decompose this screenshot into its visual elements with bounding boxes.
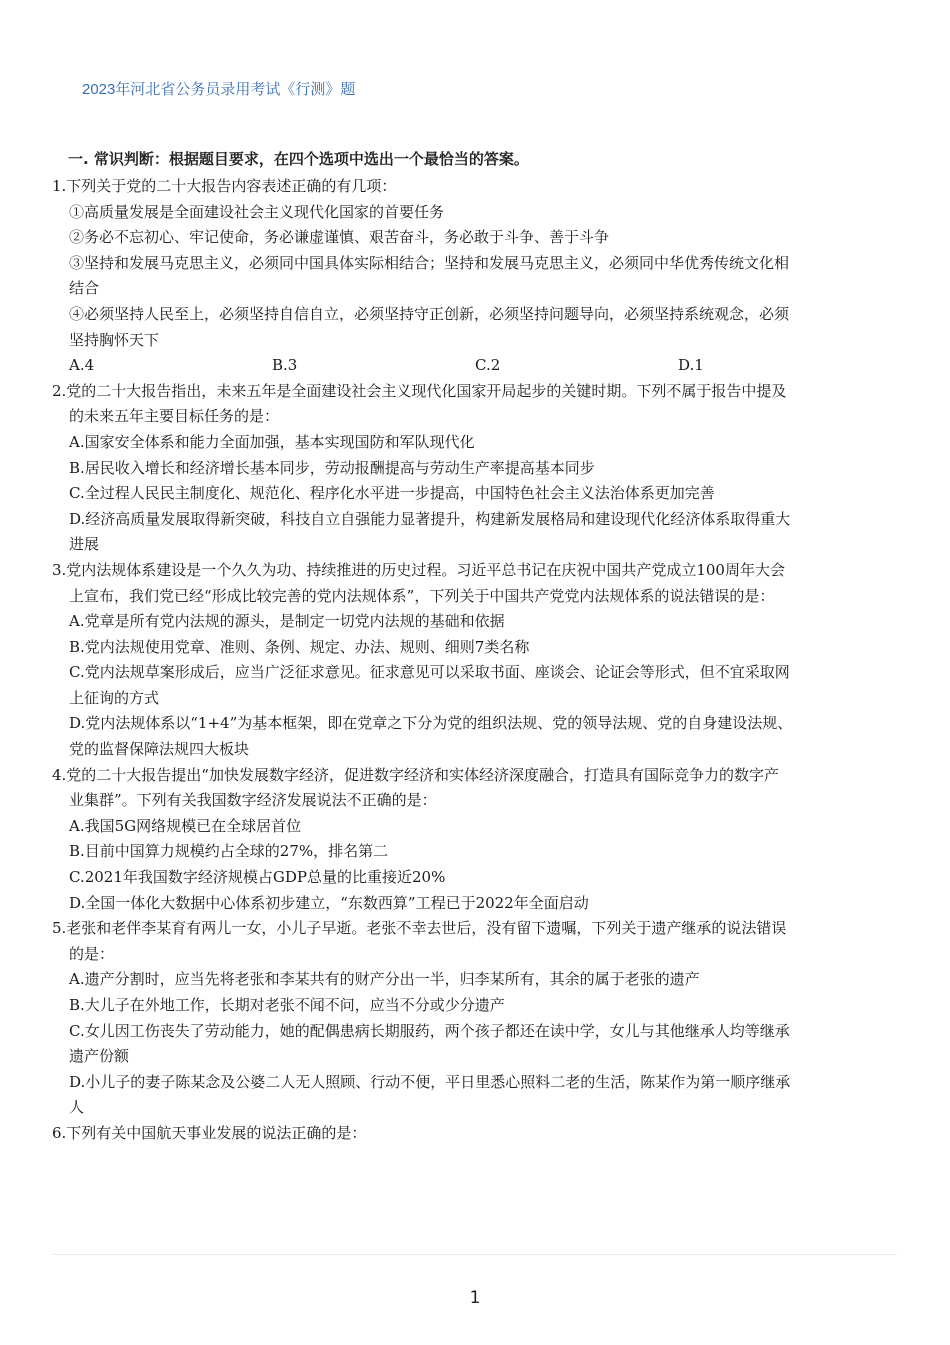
question-1-option-b: B.3: [272, 356, 298, 375]
question-list: [52, 174, 882, 1147]
page-number: 1: [469, 1288, 481, 1308]
question-5-stem-cont: 的是：: [69, 944, 115, 963]
question-3-option-c-cont: 上征询的方式: [69, 688, 160, 707]
question-3-stem-cont: 上宣布，我们党已经“形成比较完善的党内法规体系”，下列关于中国共产党党内法规体系的说法错误的是：: [69, 586, 775, 605]
question-3-option-a: A.党章是所有党内法规的源头，是制定一切党内法规的基础和依据: [69, 612, 505, 631]
question-3-option-c: C.党内法规草案形成后，应当广泛征求意见。征求意见可以采取书面、座谈会、论证会等形式，但不宜采取网: [69, 663, 790, 682]
question-1-item-4-cont: 坚持胸怀天下: [69, 330, 160, 349]
question-4-stem-cont: 业集群”。下列有关我国数字经济发展说法不正确的是：: [69, 791, 437, 810]
question-4-option-c: C.2021年我国数字经济规模占GDP总量的比重接近20%: [69, 868, 446, 887]
question-1-option-a: A.4: [69, 356, 95, 375]
question-2-option-c: C.全过程人民民主制度化、规范化、程序化水平进一步提高，中国特色社会主义法治体系更加完善: [69, 484, 715, 503]
question-5-option-a: A.遗产分割时，应当先将老张和李某共有的财产分出一半，归李某所有，其余的属于老张的遗产: [69, 970, 700, 989]
document-title: 2023年河北省公务员录用考试《行测》题: [82, 81, 356, 98]
question-2-stem-cont: 的未来五年主要目标任务的是：: [69, 407, 280, 426]
question-5-option-d: D.小儿子的妻子陈某念及公婆二人无人照顾、行动不便，平日里悉心照料二老的生活，陈某作为第一顺序继承: [69, 1072, 791, 1091]
question-1-stem: 1.下列关于党的二十大报告内容表述正确的有几项：: [52, 177, 397, 195]
question-5-option-c: C.女儿因工伤丧失了劳动能力，她的配偶患病长期服药，两个孩子都还在读中学，女儿与其他继承人均等继承: [69, 1021, 790, 1040]
question-4-stem: 4.党的二十大报告提出“加快发展数字经济，促进数字经济和实体经济深度融合，打造具有国际竞争力的数字产: [52, 765, 779, 784]
question-1-option-c: C.2: [475, 356, 501, 375]
question-4-option-d: D.全国一体化大数据中心体系初步建立，“东数西算”工程已于2022年全面启动: [69, 893, 589, 912]
section-heading: 一. 常识判断：根据题目要求，在四个选项中选出一个最恰当的答案。: [68, 150, 529, 168]
question-5-option-d-cont: 人: [69, 1098, 85, 1117]
question-3-option-b: B.党内法规使用党章、准则、条例、规定、办法、规则、细则7类名称: [69, 637, 530, 656]
question-3-stem: 3.党内法规体系建设是一个久久为功、持续推进的历史过程。习近平总书记在庆祝中国共产党成立100周年大会: [52, 560, 785, 579]
question-4-option-b: B.目前中国算力规模约占全球的27%，排名第二: [69, 842, 389, 861]
question-2-option-b: B.居民收入增长和经济增长基本同步，劳动报酬提高与劳动生产率提高基本同步: [69, 458, 595, 477]
question-1-option-d: D.1: [678, 356, 704, 375]
question-5-option-b: B.大儿子在外地工作，长期对老张不闻不问，应当不分或少分遗产: [69, 996, 505, 1014]
question-6-stem: 6.下列有关中国航天事业发展的说法正确的是：: [52, 1123, 367, 1142]
question-2-option-d: D.经济高质量发展取得新突破，科技自立自强能力显著提升，构建新发展格局和建设现代化经济体系取得重大: [69, 509, 791, 528]
question-5-stem: 5.老张和老伴李某育有两儿一女，小儿子早逝。老张不幸去世后，没有留下遗嘱，下列关于遗产继承的说法错误: [52, 919, 787, 938]
question-5-option-c-cont: 遗产份额: [69, 1047, 130, 1066]
question-1-item-1: ①高质量发展是全面建设社会主义现代化国家的首要任务: [69, 202, 445, 221]
question-3-option-d: D.党内法规体系以“1+4”为基本框架，即在党章之下分为党的组织法规、党的领导法规、党的自身建设法规、: [69, 714, 793, 733]
question-1-item-3: ③坚持和发展马克思主义，必须同中国具体实际相结合；坚持和发展马克思主义，必须同中华优秀传统文化相: [69, 253, 790, 272]
question-1-options: [52, 353, 882, 379]
footer-divider: [52, 1254, 897, 1255]
question-2-stem: 2.党的二十大报告指出，未来五年是全面建设社会主义现代化国家开局起步的关键时期。下列不属于报告中提及: [52, 381, 787, 400]
question-1-item-4: ④必须坚持人民至上，必须坚持自信自立，必须坚持守正创新，必须坚持问题导向，必须坚持系统观念，必须: [69, 304, 790, 323]
question-2-option-a: A.国家安全体系和能力全面加强，基本实现国防和军队现代化: [69, 432, 475, 451]
question-4-option-a: A.我国5G网络规模已在全球居首位: [69, 816, 302, 835]
question-1-item-2: ②务必不忘初心、牢记使命，务必谦虚谨慎、艰苦奋斗，务必敢于斗争、善于斗争: [69, 228, 610, 247]
question-2-option-d-cont: 进展: [69, 535, 100, 554]
question-3-option-d-cont: 党的监督保障法规四大板块: [69, 740, 250, 759]
question-1-item-3-cont: 结合: [69, 279, 100, 298]
